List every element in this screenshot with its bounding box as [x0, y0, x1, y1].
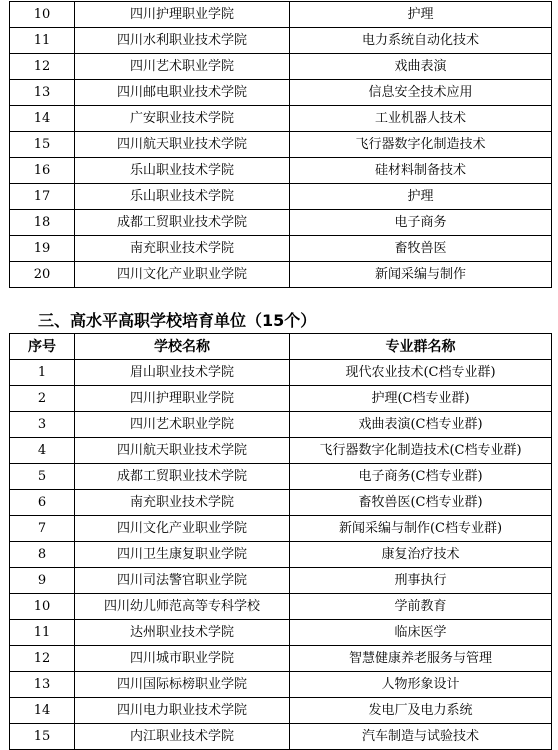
cell-school: 乐山职业技术学院: [75, 184, 290, 210]
cell-school: 四川电力职业技术学院: [75, 698, 290, 724]
cell-major: 戏曲表演: [290, 54, 552, 80]
table-row: [10, 28, 552, 54]
cell-no: 10: [10, 2, 75, 28]
cell-major: 电子商务(C档专业群): [290, 464, 552, 490]
cell-major: 智慧健康养老服务与管理: [290, 646, 552, 672]
cell-no: 11: [10, 620, 75, 646]
cell-no: 14: [10, 106, 75, 132]
cell-major: 汽车制造与试验技术: [290, 724, 552, 750]
cell-school: 成都工贸职业技术学院: [75, 210, 290, 236]
cell-major: 戏曲表演(C档专业群): [290, 412, 552, 438]
table-row: [10, 2, 552, 28]
cell-major: 畜牧兽医: [290, 236, 552, 262]
cell-no: 2: [10, 386, 75, 412]
cell-no: 10: [10, 594, 75, 620]
cultivation-table-body: [10, 360, 552, 750]
table-row: [10, 672, 552, 698]
table-row: [10, 262, 552, 288]
table-row: [10, 542, 552, 568]
table-row: [10, 106, 552, 132]
table-row: [10, 698, 552, 724]
cell-school: 南充职业技术学院: [75, 236, 290, 262]
table-row: [10, 360, 552, 386]
table-row: [10, 516, 552, 542]
cell-major: 人物形象设计: [290, 672, 552, 698]
cell-school: 四川邮电职业技术学院: [75, 80, 290, 106]
cell-school: 四川航天职业技术学院: [75, 132, 290, 158]
cell-no: 8: [10, 542, 75, 568]
cell-no: 15: [10, 132, 75, 158]
table-row: [10, 594, 552, 620]
cell-major: 飞行器数字化制造技术: [290, 132, 552, 158]
cell-school: 四川护理职业学院: [75, 386, 290, 412]
cultivation-units-table: [9, 333, 552, 750]
cell-no: 5: [10, 464, 75, 490]
cell-school: 南充职业技术学院: [75, 490, 290, 516]
table-row: [10, 132, 552, 158]
cell-school: 四川司法警官职业学院: [75, 568, 290, 594]
cell-major: 现代农业技术(C档专业群): [290, 360, 552, 386]
cell-no: 13: [10, 672, 75, 698]
table-row: [10, 210, 552, 236]
cell-no: 18: [10, 210, 75, 236]
cell-no: 9: [10, 568, 75, 594]
cell-school: 四川幼儿师范高等专科学校: [75, 594, 290, 620]
cell-major: 临床医学: [290, 620, 552, 646]
cell-school: 四川文化产业职业学院: [75, 516, 290, 542]
cell-school: 达州职业技术学院: [75, 620, 290, 646]
table-row: [10, 158, 552, 184]
table-row: [10, 80, 552, 106]
cell-school: 广安职业技术学院: [75, 106, 290, 132]
cell-major: 护理(C档专业群): [290, 386, 552, 412]
table-row: [10, 54, 552, 80]
header-major: 专业群名称: [290, 334, 552, 360]
cell-major: 护理: [290, 184, 552, 210]
cell-no: 1: [10, 360, 75, 386]
cell-no: 14: [10, 698, 75, 724]
cell-major: 新闻采编与制作(C档专业群): [290, 516, 552, 542]
cell-no: 4: [10, 438, 75, 464]
cell-major: 康复治疗技术: [290, 542, 552, 568]
cell-school: 内江职业技术学院: [75, 724, 290, 750]
section-heading: 三、高水平高职学校培育单位（15个）: [38, 311, 317, 330]
top-table-body: [10, 2, 552, 288]
cell-no: 19: [10, 236, 75, 262]
cell-school: 四川艺术职业学院: [75, 54, 290, 80]
table-row: [10, 568, 552, 594]
table-row: [10, 236, 552, 262]
cell-school: 四川水利职业技术学院: [75, 28, 290, 54]
header-school: 学校名称: [75, 334, 290, 360]
table-row: [10, 620, 552, 646]
cell-major: 新闻采编与制作: [290, 262, 552, 288]
cell-no: 11: [10, 28, 75, 54]
cell-school: 四川卫生康复职业学院: [75, 542, 290, 568]
cell-school: 四川城市职业学院: [75, 646, 290, 672]
table-row: [10, 490, 552, 516]
cell-major: 信息安全技术应用: [290, 80, 552, 106]
cell-major: 飞行器数字化制造技术(C档专业群): [290, 438, 552, 464]
cell-major: 电力系统自动化技术: [290, 28, 552, 54]
cell-major: 畜牧兽医(C档专业群): [290, 490, 552, 516]
table-row: [10, 464, 552, 490]
cell-no: 13: [10, 80, 75, 106]
cell-school: 成都工贸职业技术学院: [75, 464, 290, 490]
table-row: [10, 438, 552, 464]
cell-school: 四川国际标榜职业学院: [75, 672, 290, 698]
cell-school: 乐山职业技术学院: [75, 158, 290, 184]
header-no: 序号: [10, 334, 75, 360]
cell-school: 四川航天职业技术学院: [75, 438, 290, 464]
cell-no: 16: [10, 158, 75, 184]
cell-school: 眉山职业技术学院: [75, 360, 290, 386]
cell-major: 发电厂及电力系统: [290, 698, 552, 724]
table-header-row: [10, 334, 552, 360]
cell-no: 17: [10, 184, 75, 210]
cell-school: 四川艺术职业学院: [75, 412, 290, 438]
table-row: [10, 724, 552, 750]
cell-major: 学前教育: [290, 594, 552, 620]
cell-no: 6: [10, 490, 75, 516]
cell-no: 15: [10, 724, 75, 750]
cell-no: 7: [10, 516, 75, 542]
table-row: [10, 412, 552, 438]
cell-school: 四川文化产业职业学院: [75, 262, 290, 288]
cell-major: 刑事执行: [290, 568, 552, 594]
table-row: [10, 184, 552, 210]
cell-major: 工业机器人技术: [290, 106, 552, 132]
cell-no: 12: [10, 54, 75, 80]
cell-major: 护理: [290, 2, 552, 28]
cell-major: 电子商务: [290, 210, 552, 236]
top-table: [9, 1, 552, 288]
cell-no: 3: [10, 412, 75, 438]
cell-no: 20: [10, 262, 75, 288]
table-row: [10, 646, 552, 672]
table-row: [10, 386, 552, 412]
cell-no: 12: [10, 646, 75, 672]
cell-major: 硅材料制备技术: [290, 158, 552, 184]
cell-school: 四川护理职业学院: [75, 2, 290, 28]
